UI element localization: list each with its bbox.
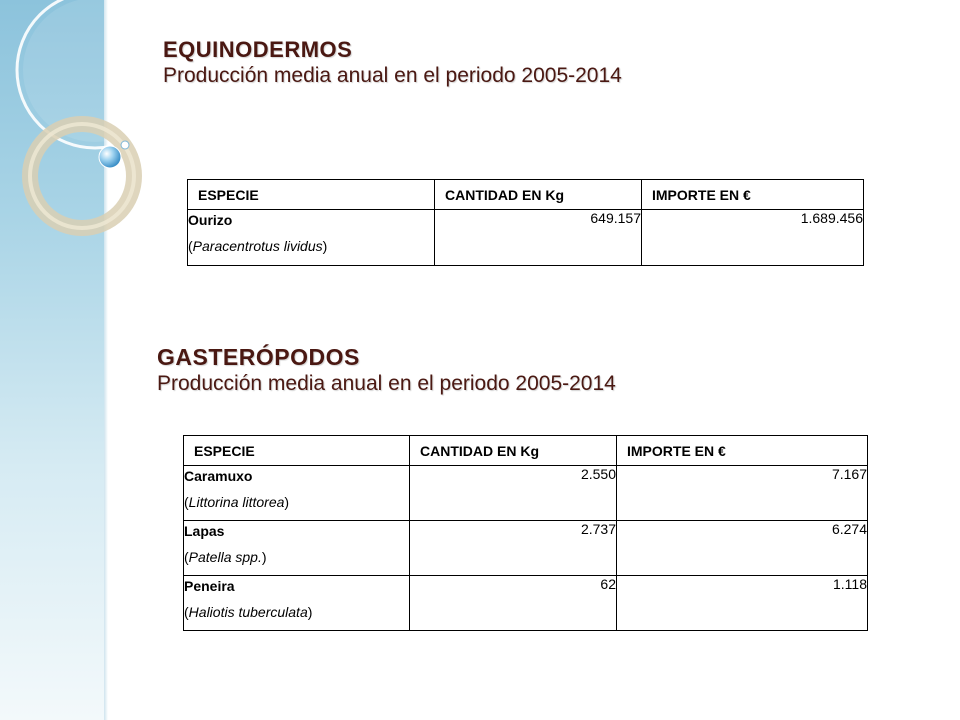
table-equinodermos: [187, 179, 864, 266]
quantity-cell: 2.550: [410, 466, 617, 521]
table-gasteropodos: [183, 435, 868, 631]
table-row: [184, 466, 868, 521]
species-scientific: (Haliotis tuberculata): [184, 604, 313, 620]
species-name: Lapas: [184, 523, 225, 539]
species-cell: [184, 576, 410, 631]
scientific-name: Patella spp.: [188, 549, 262, 565]
section-subheading: Producción media anual en el periodo 2005-2014: [163, 64, 622, 87]
column-header-importe: IMPORTE EN €: [617, 436, 868, 466]
column-header-cantidad: CANTIDAD EN Kg: [435, 180, 642, 210]
quantity-cell: 62: [410, 576, 617, 631]
amount-cell: 6.274: [617, 521, 868, 576]
table-row: [188, 210, 864, 266]
species-scientific: (Littorina littorea): [184, 494, 290, 510]
species-cell: [188, 210, 435, 266]
column-header-importe: IMPORTE EN €: [642, 180, 864, 210]
column-header-especie: ESPECIE: [184, 436, 410, 466]
quantity-cell: 2.737: [410, 521, 617, 576]
quantity-cell: 649.157: [435, 210, 642, 266]
scientific-name: Haliotis tuberculata: [188, 604, 308, 620]
scientific-name: Paracentrotus lividus: [192, 238, 323, 254]
blue-bubble: [99, 146, 121, 168]
species-name: Ourizo: [188, 212, 233, 228]
section-heading: EQUINODERMOS: [163, 37, 353, 62]
species-cell: [184, 521, 410, 576]
amount-cell: 1.118: [617, 576, 868, 631]
amount-cell: 7.167: [617, 466, 868, 521]
section-heading: GASTERÓPODOS: [157, 344, 360, 370]
species-name: Caramuxo: [184, 468, 253, 484]
section-title-gasteropodos: [157, 344, 616, 397]
species-cell: [184, 466, 410, 521]
scientific-name: Littorina littorea: [188, 494, 285, 510]
section-title-equinodermos: [163, 36, 622, 89]
species-scientific: (Paracentrotus lividus): [188, 238, 328, 254]
column-header-cantidad: CANTIDAD EN Kg: [410, 436, 617, 466]
table-header-row: [188, 180, 864, 210]
section-subheading: Producción media anual en el periodo 2005-2014: [157, 372, 616, 395]
table-header-row: [184, 436, 868, 466]
species-name: Peneira: [184, 578, 235, 594]
small-bubble: [121, 141, 129, 149]
column-header-especie: ESPECIE: [188, 180, 435, 210]
table-row: [184, 521, 868, 576]
species-scientific: (Patella spp.): [184, 549, 267, 565]
amount-cell: 1.689.456: [642, 210, 864, 266]
table-row: [184, 576, 868, 631]
